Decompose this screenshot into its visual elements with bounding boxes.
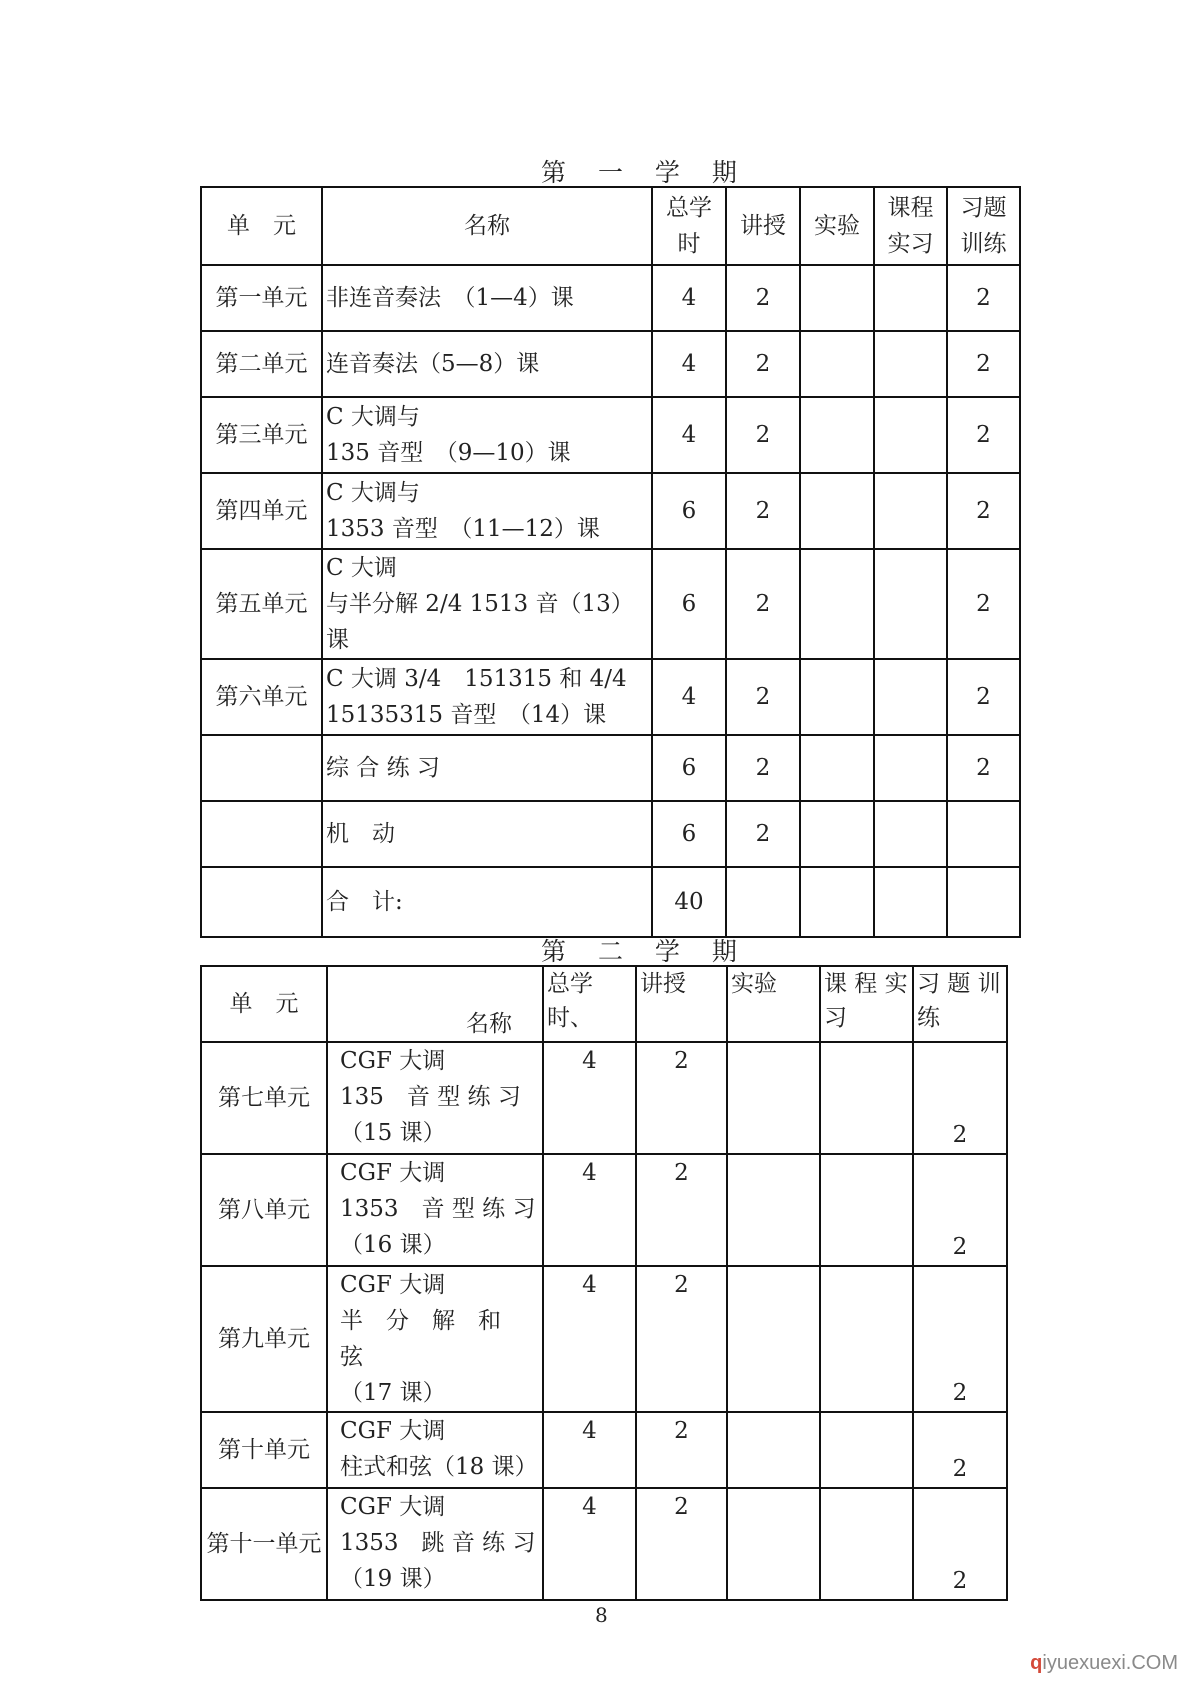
header-row	[201, 187, 1020, 265]
unit-cell	[201, 735, 322, 801]
unit-cell: 第七单元	[201, 1042, 327, 1154]
hours-cell: 4	[543, 1042, 636, 1154]
exercise-cell: 2	[913, 1266, 1007, 1412]
header-lab: 实验	[727, 966, 820, 1042]
lab-cell	[800, 801, 874, 867]
table-row	[201, 331, 1020, 397]
site-watermark: qiyuexuexi.COM	[1030, 1652, 1178, 1674]
hours-cell: 4	[652, 331, 726, 397]
table-row	[201, 473, 1020, 549]
unit-cell: 第一单元	[201, 265, 322, 331]
table-row	[201, 1266, 1007, 1412]
unit-cell	[201, 867, 322, 937]
practice-cell	[874, 331, 947, 397]
lab-cell	[800, 265, 874, 331]
lecture-cell	[726, 867, 800, 937]
exercise-cell: 2	[947, 473, 1020, 549]
hours-cell: 4	[543, 1266, 636, 1412]
hours-cell: 6	[652, 549, 726, 659]
exercise-cell: 2	[947, 549, 1020, 659]
lab-cell	[727, 1154, 820, 1266]
semester2-table	[200, 965, 1008, 1601]
practice-cell	[820, 1412, 913, 1488]
practice-cell	[820, 1488, 913, 1600]
header-lecture: 讲授	[726, 187, 800, 265]
practice-cell	[874, 397, 947, 473]
lab-cell	[727, 1488, 820, 1600]
exercise-cell: 2	[913, 1488, 1007, 1600]
lecture-cell: 2	[636, 1412, 727, 1488]
name-cell: C 大调 3/4 151315 和 4/4 15135315 音型 （14）课	[322, 659, 652, 735]
table-row	[201, 867, 1020, 937]
semester2-title: 第 二 学 期	[541, 937, 749, 966]
header-unit: 单 元	[201, 966, 327, 1042]
semester1-table	[200, 186, 1021, 938]
header-practice: 课 程 实 习	[820, 966, 913, 1042]
name-cell: C 大调 与半分解 2/4 1513 音（13）课	[322, 549, 652, 659]
hours-cell: 4	[652, 397, 726, 473]
unit-cell: 第二单元	[201, 331, 322, 397]
hours-cell: 4	[652, 659, 726, 735]
lecture-cell: 2	[636, 1154, 727, 1266]
name-cell: 连音奏法（5—8）课	[322, 331, 652, 397]
header-hours: 总学时、	[543, 966, 636, 1042]
lecture-cell: 2	[726, 735, 800, 801]
lecture-cell: 2	[726, 659, 800, 735]
lecture-cell: 2	[636, 1266, 727, 1412]
table-row	[201, 549, 1020, 659]
unit-cell: 第五单元	[201, 549, 322, 659]
practice-cell	[820, 1154, 913, 1266]
exercise-cell: 2	[947, 265, 1020, 331]
name-cell: 非连音奏法 （1—4）课	[322, 265, 652, 331]
exercise-cell: 2	[947, 397, 1020, 473]
table-row	[201, 1412, 1007, 1488]
header-exercise: 习 题 训 练	[913, 966, 1007, 1042]
hours-cell: 6	[652, 735, 726, 801]
page-number: 8	[595, 1603, 608, 1627]
lab-cell	[727, 1412, 820, 1488]
lab-cell	[800, 473, 874, 549]
unit-cell: 第六单元	[201, 659, 322, 735]
exercise-cell: 2	[913, 1042, 1007, 1154]
semester1-title: 第 一 学 期	[541, 158, 749, 187]
practice-cell	[874, 265, 947, 331]
name-cell: 机 动	[322, 801, 652, 867]
header-practice: 课程 实习	[874, 187, 947, 265]
practice-cell	[874, 659, 947, 735]
unit-cell: 第十单元	[201, 1412, 327, 1488]
table-row	[201, 735, 1020, 801]
practice-cell	[874, 735, 947, 801]
lab-cell	[800, 549, 874, 659]
exercise-cell	[947, 867, 1020, 937]
name-cell: CGF 大调 1353 跳 音 练 习 （19 课）	[327, 1488, 543, 1600]
exercise-cell	[947, 801, 1020, 867]
exercise-cell: 2	[913, 1154, 1007, 1266]
name-cell: 合 计:	[322, 867, 652, 937]
lab-cell	[727, 1266, 820, 1412]
lab-cell	[800, 659, 874, 735]
practice-cell	[820, 1266, 913, 1412]
lab-cell	[800, 397, 874, 473]
hours-cell: 6	[652, 801, 726, 867]
hours-cell: 4	[543, 1488, 636, 1600]
lab-cell	[800, 735, 874, 801]
practice-cell	[874, 867, 947, 937]
name-cell: 综 合 练 习	[322, 735, 652, 801]
table-row	[201, 801, 1020, 867]
table-row	[201, 1488, 1007, 1600]
practice-cell	[874, 473, 947, 549]
unit-cell: 第十一单元	[201, 1488, 327, 1600]
table-row	[201, 659, 1020, 735]
practice-cell	[874, 801, 947, 867]
hours-cell: 4	[543, 1412, 636, 1488]
lecture-cell: 2	[726, 331, 800, 397]
unit-cell: 第四单元	[201, 473, 322, 549]
table-row	[201, 397, 1020, 473]
lecture-cell: 2	[726, 473, 800, 549]
exercise-cell: 2	[947, 659, 1020, 735]
lecture-cell: 2	[636, 1042, 727, 1154]
table-row	[201, 1042, 1007, 1154]
header-exercise: 习题 训练	[947, 187, 1020, 265]
lab-cell	[800, 867, 874, 937]
name-cell: CGF 大调 135 音 型 练 习 （15 课）	[327, 1042, 543, 1154]
exercise-cell: 2	[947, 331, 1020, 397]
name-cell: CGF 大调 柱式和弦（18 课）	[327, 1412, 543, 1488]
header-lecture: 讲授	[636, 966, 727, 1042]
hours-cell: 6	[652, 473, 726, 549]
lab-cell	[800, 331, 874, 397]
lecture-cell: 2	[726, 397, 800, 473]
hours-cell: 4	[543, 1154, 636, 1266]
header-name: 名称	[322, 187, 652, 265]
hours-cell: 40	[652, 867, 726, 937]
name-cell: CGF 大调 1353 音 型 练 习 （16 课）	[327, 1154, 543, 1266]
lecture-cell: 2	[726, 549, 800, 659]
lecture-cell: 2	[636, 1488, 727, 1600]
header-row	[201, 966, 1007, 1042]
exercise-cell: 2	[947, 735, 1020, 801]
lecture-cell: 2	[726, 801, 800, 867]
hours-cell: 4	[652, 265, 726, 331]
practice-cell	[874, 549, 947, 659]
table-row	[201, 1154, 1007, 1266]
lab-cell	[727, 1042, 820, 1154]
lecture-cell: 2	[726, 265, 800, 331]
unit-cell	[201, 801, 322, 867]
exercise-cell: 2	[913, 1412, 1007, 1488]
unit-cell: 第九单元	[201, 1266, 327, 1412]
header-unit: 单 元	[201, 187, 322, 265]
header-name: 名称	[327, 966, 543, 1042]
practice-cell	[820, 1042, 913, 1154]
unit-cell: 第八单元	[201, 1154, 327, 1266]
header-hours: 总学 时	[652, 187, 726, 265]
unit-cell: 第三单元	[201, 397, 322, 473]
table-row	[201, 265, 1020, 331]
header-lab: 实验	[800, 187, 874, 265]
name-cell: C 大调与 135 音型 （9—10）课	[322, 397, 652, 473]
name-cell: CGF 大调 半 分 解 和 弦 （17 课）	[327, 1266, 543, 1412]
name-cell: C 大调与 1353 音型 （11—12）课	[322, 473, 652, 549]
